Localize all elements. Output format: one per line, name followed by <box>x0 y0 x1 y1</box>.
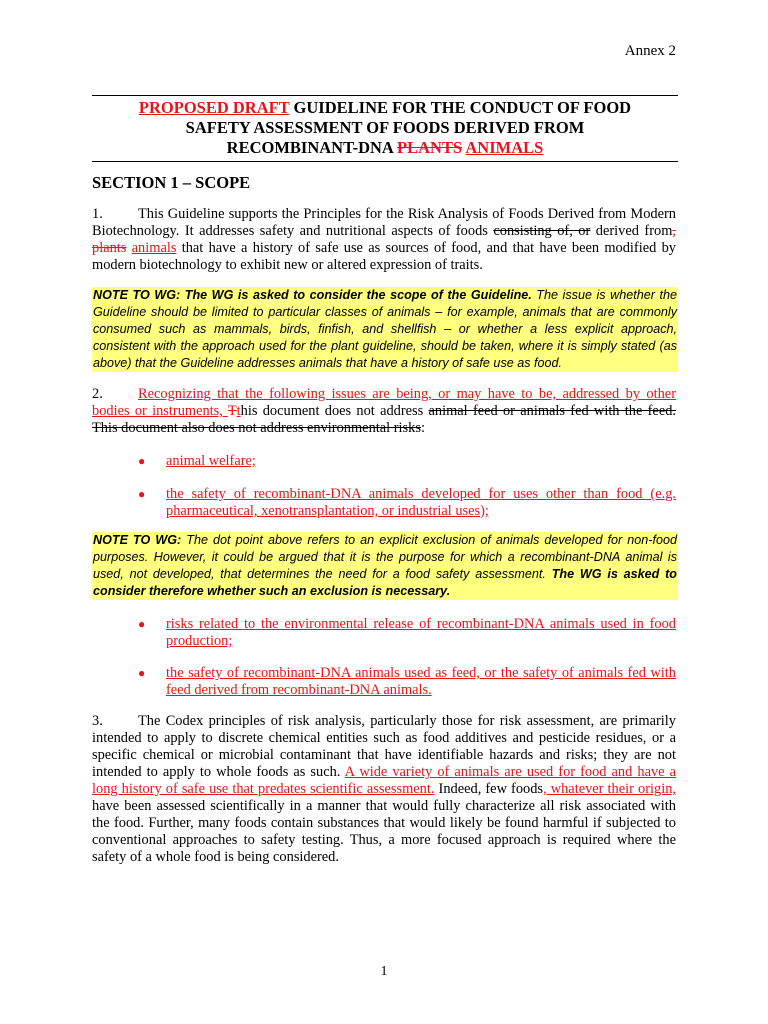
text-run: have been assessed scientifically in a manner that would fully characterize all risk associated with the food. Further, many foods contain substances that would likely be found harmful if subjected to conventional approaches to safety testing. Thus, a more focused approach is required where the safety of a whole food is being considered. <box>92 798 676 865</box>
deleted-text: , plants <box>92 223 676 256</box>
inserted-text: animals <box>131 240 177 256</box>
bullet-dot: ● <box>138 454 146 468</box>
text-run: : <box>420 420 425 436</box>
text-run: Indeed, few foods <box>434 781 544 797</box>
inserted-text: A wide variety of animals are used for food and have a long history of safe use that predates scientific assessment. <box>92 764 676 797</box>
paragraph-2 <box>92 386 676 437</box>
text-run: derived from <box>590 223 673 239</box>
paragraph-number: 2. <box>92 386 103 402</box>
deleted-text: animal feed or animals fed with the feed. This document also does not address environmental risks <box>92 403 676 436</box>
bullet-item <box>138 486 676 520</box>
paragraph-1 <box>92 206 676 274</box>
note-bold: NOTE TO WG: The WG is asked to consider the scope of the Guideline. <box>93 288 532 302</box>
note-to-wg-2 <box>92 532 678 600</box>
title-line-3 <box>92 138 678 158</box>
paragraph-3 <box>92 713 676 866</box>
title-line-2: SAFETY ASSESSMENT OF FOODS DERIVED FROM <box>185 118 585 137</box>
section-heading: SECTION 1 – SCOPE <box>92 173 251 192</box>
title-line-1-rest: GUIDELINE FOR THE CONDUCT OF FOOD <box>289 98 632 117</box>
note-text: The dot point above refers to an explicit exclusion of animals developed for non-food purposes. However, it could be argued that it is the purpose for which a recombinant-DNA animal is used, not developed, that determines the need for a food safety assessment. <box>93 533 677 581</box>
bullet-text: the safety of recombinant-DNA animals used as feed, or the safety of animals fed with feed derived from recombinant-DNA animals. <box>166 665 676 698</box>
bullet-text: risks related to the environmental release of recombinant-DNA animals used in food production; <box>166 616 676 649</box>
title-inserted-animals: ANIMALS <box>465 138 544 157</box>
bullet-dot: ● <box>138 617 146 631</box>
text-run: that have a history of safe use as sources of food, and that have been modified by modern biotechnology to exhibit new or altered expression of traits. <box>92 240 676 273</box>
annex-label: Annex 2 <box>624 43 676 59</box>
inserted-text: t <box>236 403 241 419</box>
deleted-text: consisting of, or <box>493 223 591 239</box>
bullet-item <box>138 665 676 699</box>
bullet-item <box>138 616 676 650</box>
bullet-dot: ● <box>138 666 146 680</box>
title-line-1 <box>92 98 678 118</box>
inserted-text: Recognizing that the following issues are being, or may have to be, addressed by other bodies or instruments, <box>92 386 676 419</box>
note-text: The issue is whether the Guideline should be limited to particular classes of animals – for example, animals that are commonly consumed such as mammals, birds, finfish, and shellfish – or whether a less explicit approach, consistent with the approach used for the plant guideline, should be taken, where it is simply stated (as above) that the Guideline addresses animals that have a history of safe use as food. <box>93 288 677 370</box>
paragraph-number: 3. <box>92 713 103 729</box>
bullet-text: animal welfare; <box>166 453 256 469</box>
page-number: 1 <box>380 964 388 979</box>
note-to-wg-1 <box>92 287 678 372</box>
title-recombinant: RECOMBINANT-DNA <box>226 138 398 157</box>
note-bold: The WG is asked to consider therefore whether such an exclusion is necessary. <box>93 567 677 598</box>
text-run: The Codex principles of risk analysis, particularly those for risk assessment, are primarily intended to apply to discrete chemical entities such as food additives and pesticide residues, or a specific chemical or microbial contaminant that have identifiable hazards and risks; they are not intended to apply to whole foods as such. <box>92 713 676 780</box>
deleted-text: T <box>227 403 237 419</box>
bullet-text: the safety of recombinant-DNA animals developed for uses other than food (e.g. pharmaceutical, xenotransplantation, or industrial uses); <box>166 486 676 519</box>
title-proposed-draft: PROPOSED DRAFT <box>138 98 290 117</box>
inserted-text: , whatever their origin, <box>543 781 676 797</box>
title-deleted-plants: PLANTS <box>397 138 463 157</box>
bullet-item <box>138 453 676 470</box>
text-run: his document does not address <box>240 403 429 419</box>
document-title <box>92 95 678 162</box>
paragraph-number: 1. <box>92 206 103 222</box>
note-bold: NOTE TO WG: <box>93 533 182 547</box>
text-run: This Guideline supports the Principles for the Risk Analysis of Foods Derived from Modern Biotechnology. It addresses safety and nutritional aspects of foods <box>92 206 676 239</box>
bullet-dot: ● <box>138 487 146 501</box>
